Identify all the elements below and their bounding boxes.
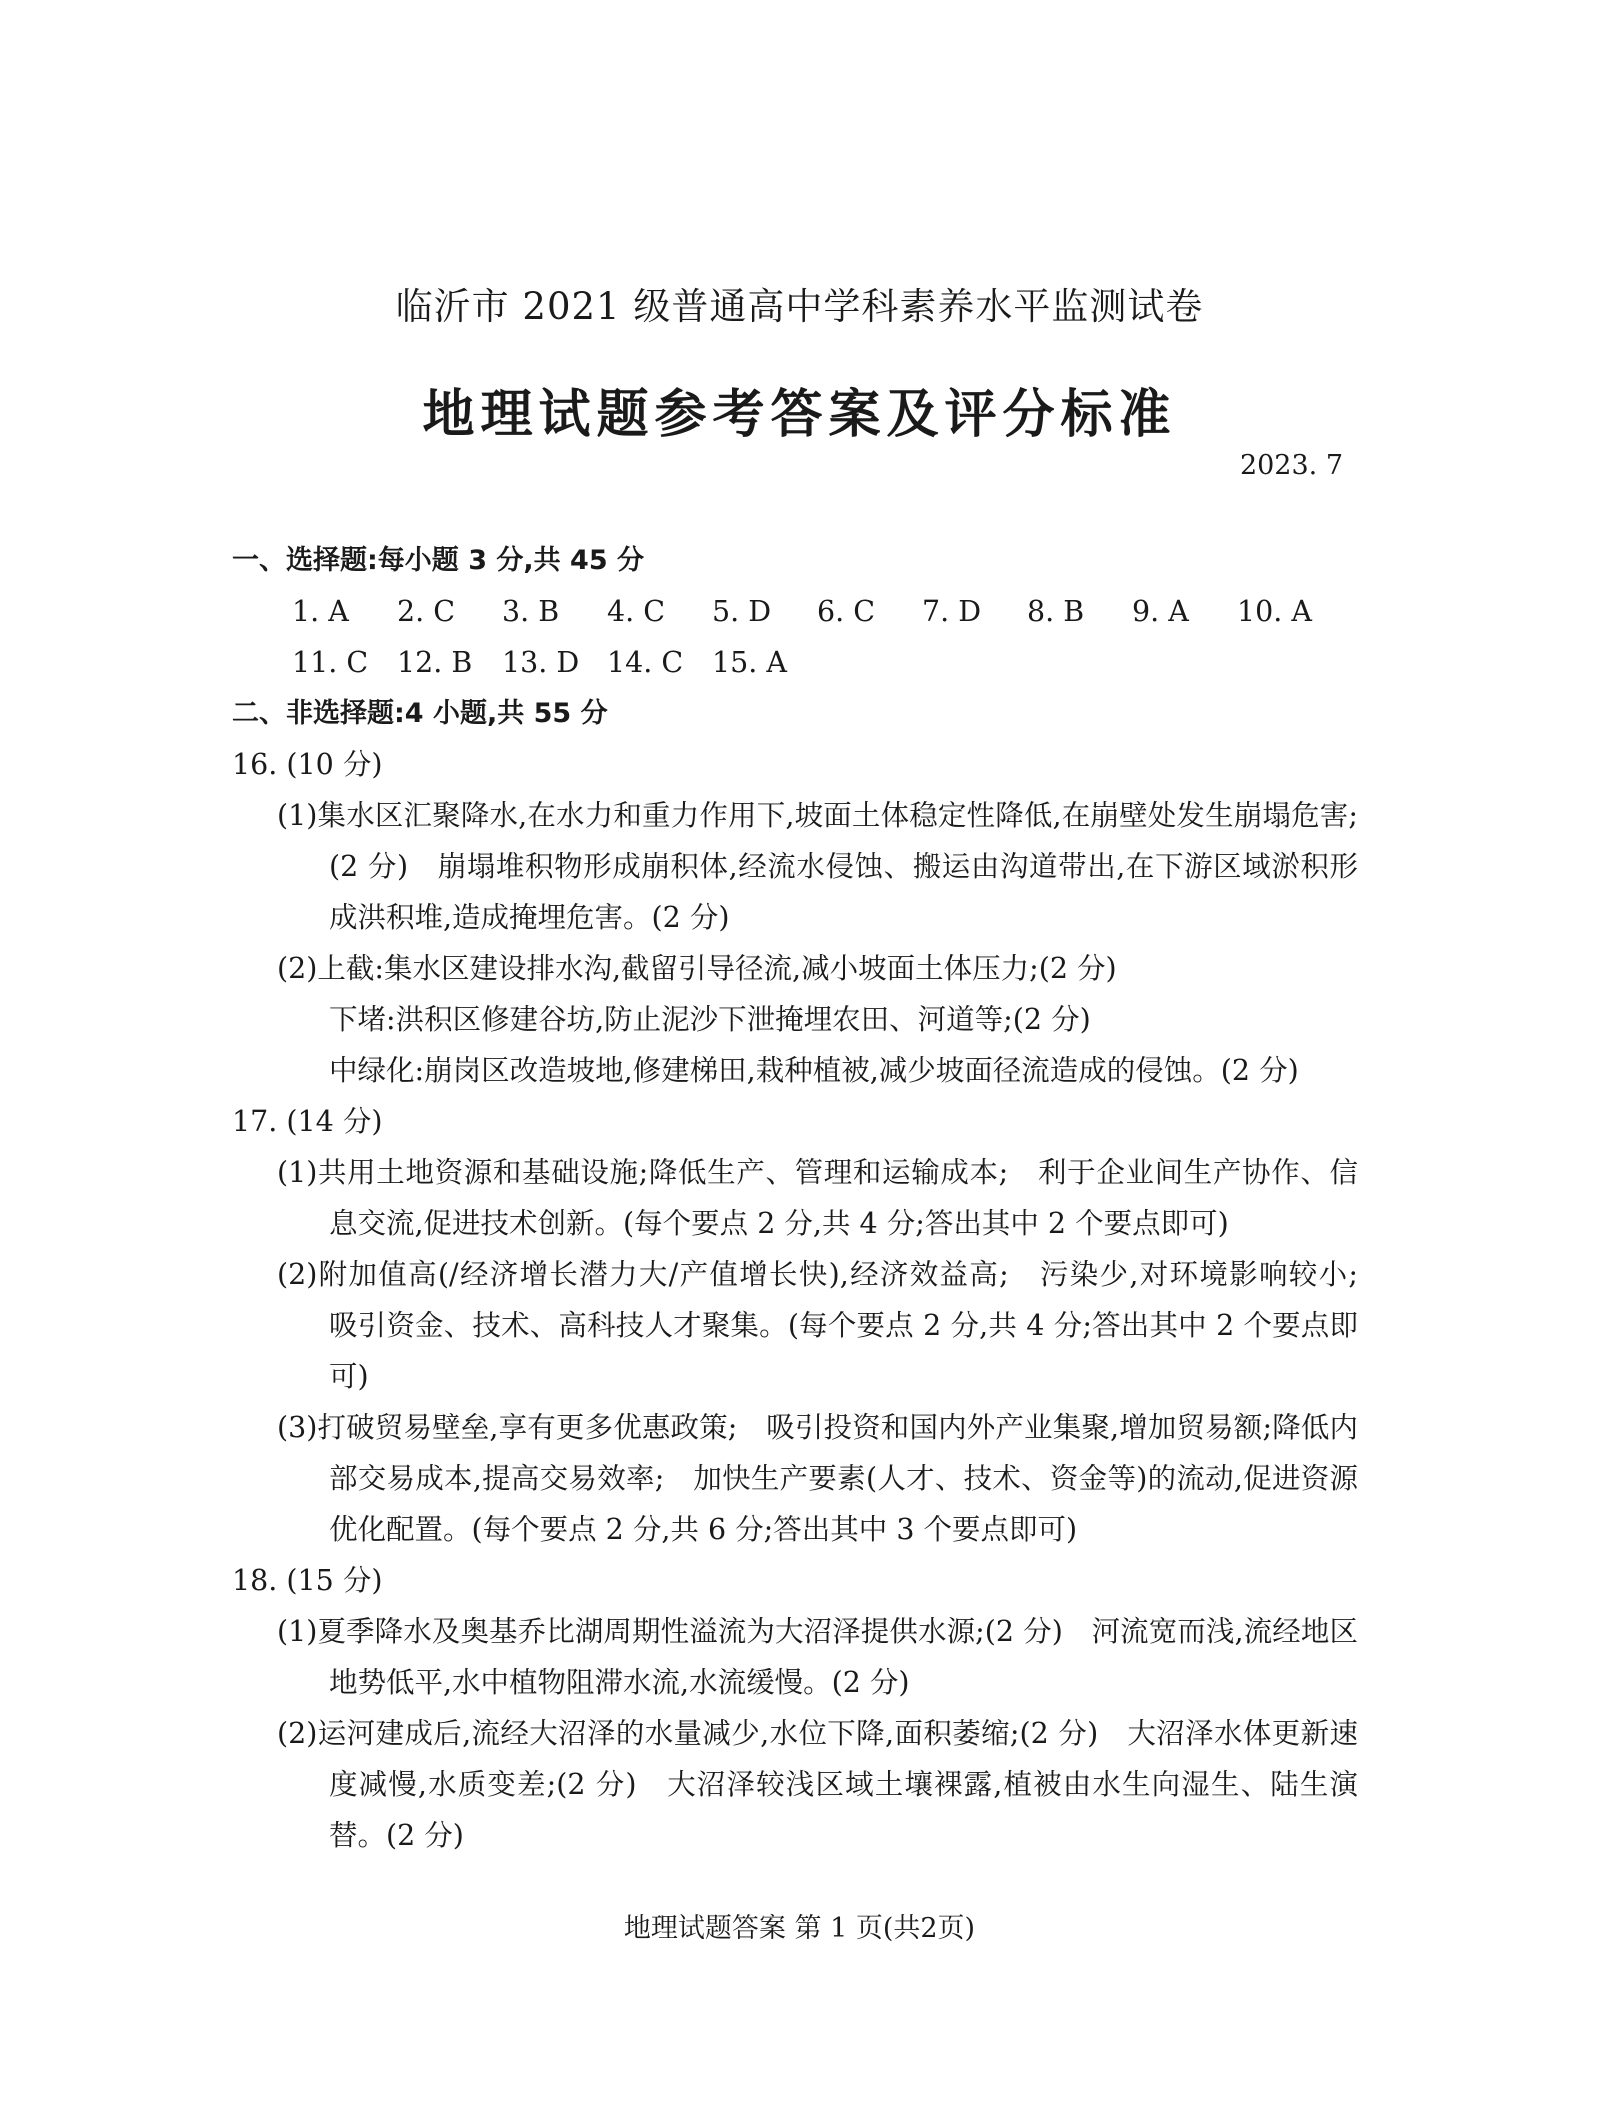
q18-part-2: (2)运河建成后,流经大沼泽的水量减少,水位下降,面积萎缩;(2 分) 大沼泽水体更新速度减慢,水质变差;(2 分) 大沼泽较浅区域土壤裸露,植被由水生向湿生、陆生演替。(2 分) [277,1717,1358,1852]
exam-subtitle: 临沂市 2021 级普通高中学科素养水平监测试卷 [395,285,1204,328]
answer-item: 11. C [292,646,369,679]
question-16-label: 16. (10 分) [232,748,383,781]
q17-part-1: (1)共用土地资源和基础设施;降低生产、管理和运输成本; 利于企业间生产协作、信息交流,促进技术创新。(每个要点 2 分,共 4 分;答出其中 2 个要点即可) [277,1156,1358,1240]
answer-item: 4. C [607,595,666,628]
answer-row [292,637,1358,688]
q16-part-2: (2)上截:集水区建设排水沟,截留引导径流,减小坡面土体压力;(2 分) [277,952,1117,985]
question-18-label: 18. (15 分) [232,1564,383,1597]
question-17-label: 17. (14 分) [232,1105,383,1138]
answer-item: 13. D [502,646,580,679]
answer-item: 3. B [502,595,560,628]
page-footer: 地理试题答案 第 1 页(共2页) [623,1913,976,1944]
q17-part-3: (3)打破贸易壁垒,享有更多优惠政策; 吸引投资和国内外产业集聚,增加贸易额;降低内部交易成本,提高交易效率; 加快生产要素(人才、技术、资金等)的流动,促进资源优化配置。(每个要点 2 分,共 6 分;答出其中 3 个要点即可) [277,1411,1358,1546]
answer-item: 8. B [1027,595,1085,628]
answer-item: 10. A [1237,595,1312,628]
q18-part-1: (1)夏季降水及奥基乔比湖周期性溢流为大沼泽提供水源;(2 分) 河流宽而浅,流经地区地势低平,水中植物阻滞水流,水流缓慢。(2 分) [277,1615,1358,1699]
answer-item: 2. C [397,595,456,628]
answer-item: 5. D [712,595,772,628]
answer-item: 9. A [1132,595,1189,628]
answer-item: 1. A [292,595,349,628]
answer-item: 12. B [397,646,473,679]
q17-part-2: (2)附加值高(/经济增长潜力大/产值增长快),经济效益高; 污染少,对环境影响较小; 吸引资金、技术、高科技人才聚集。(每个要点 2 分,共 4 分;答出其中 2 个要点即可) [277,1258,1387,1393]
section-heading-nonchoice: 二、非选择题:4 小题,共 55 分 [232,698,608,729]
date-label: 2023. 7 [1239,450,1343,481]
q16-part-1: (1)集水区汇聚降水,在水力和重力作用下,坡面土体稳定性降低,在崩壁处发生崩塌危害;(2 分) 崩塌堆积物形成崩积体,经流水侵蚀、搬运由沟道带出,在下游区域淤积形成洪积堆,造成掩埋危害。(2 分) [277,799,1358,934]
section-heading-choice: 一、选择题:每小题 3 分,共 45 分 [232,545,645,576]
answer-item: 15. A [712,646,787,679]
answer-item: 14. C [607,646,684,679]
answer-item: 6. C [817,595,876,628]
page-title: 地理试题参考答案及评分标准 [422,385,1177,445]
q16-part-2-line-2: 下堵:洪积区修建谷坊,防止泥沙下泄掩埋农田、河道等;(2 分) [329,1003,1091,1036]
choice-answers [232,586,1358,688]
answer-item: 7. D [922,595,982,628]
answer-body [232,535,1387,1861]
q16-part-2-line-3: 中绿化:崩岗区改造坡地,修建梯田,栽种植被,减少坡面径流造成的侵蚀。(2 分) [329,1054,1299,1087]
answer-row [292,586,1358,637]
